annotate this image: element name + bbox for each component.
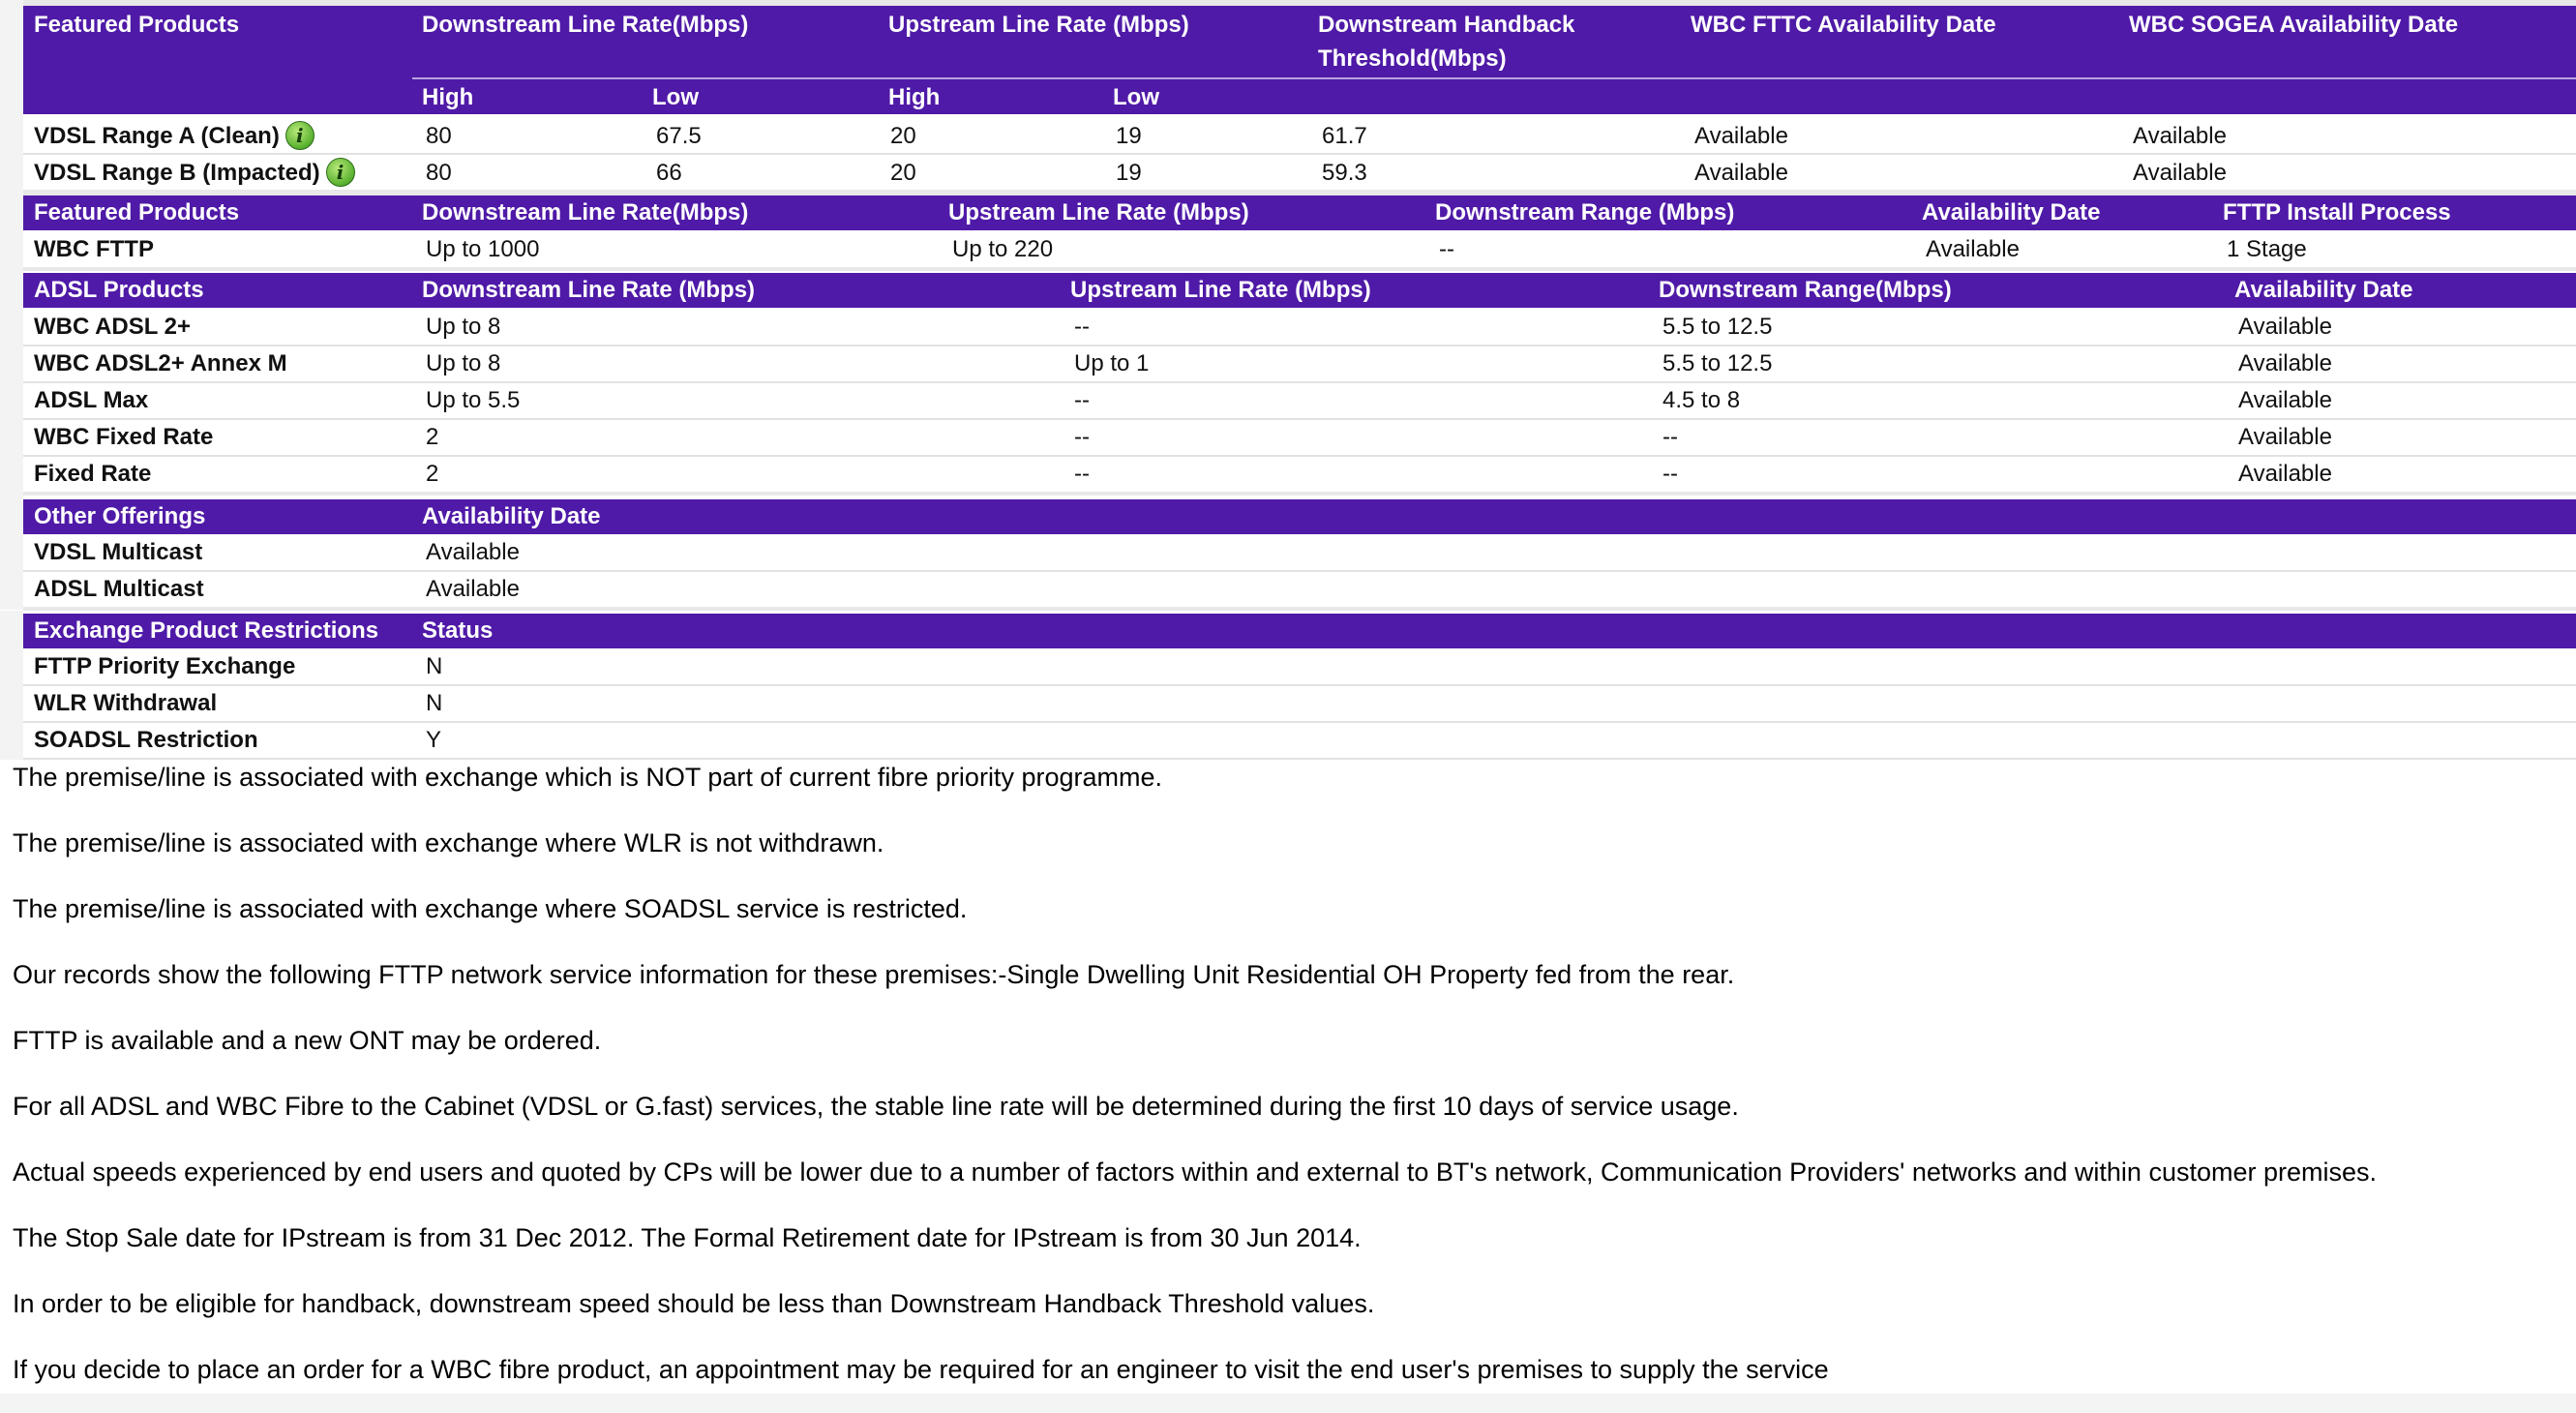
row-label: ADSL Max (34, 387, 149, 413)
cell: -- (1074, 461, 1090, 487)
other-header-band (23, 499, 2576, 534)
fttp-col-product: Featured Products (34, 199, 240, 225)
row-divider (23, 153, 2576, 155)
vdsl-up-low: Low (1113, 84, 1159, 110)
vdsl-col-handback-line1: Downstream Handback (1318, 12, 1575, 38)
vdsl-col-sogea: WBC SOGEA Availability Date (2129, 12, 2459, 38)
cell: 80 (426, 160, 452, 186)
cell: N (426, 690, 443, 716)
cell: Available (2133, 160, 2227, 186)
cell: Up to 5.5 (426, 387, 521, 413)
vdsl-down-low: Low (652, 84, 699, 110)
row-label: WBC ADSL 2+ (34, 314, 192, 340)
fttp-col-upstream: Upstream Line Rate (Mbps) (948, 199, 1249, 225)
note-paragraph: The premise/line is associated with exchange where SOADSL service is restricted. (13, 894, 968, 923)
adsl-col-downstream: Downstream Line Rate (Mbps) (422, 277, 756, 303)
cell: 19 (1116, 123, 1142, 149)
cell: Available (426, 576, 520, 602)
left-gutter (0, 192, 23, 269)
fttp-col-downstream: Downstream Line Rate(Mbps) (422, 199, 749, 225)
row-label: WBC ADSL2+ Annex M (34, 350, 287, 376)
vdsl-subheader-band (23, 79, 2576, 114)
info-icon[interactable]: i (285, 121, 315, 150)
cell: Available (426, 539, 520, 565)
cell: -- (1074, 314, 1090, 340)
other-col-availability: Availability Date (422, 503, 601, 529)
cell: Available (2133, 123, 2227, 149)
fttp-col-range: Downstream Range (Mbps) (1435, 199, 1735, 225)
bottom-edge (0, 1394, 2576, 1413)
cell: N (426, 653, 443, 679)
cell: 4.5 to 8 (1662, 387, 1741, 413)
cell: 5.5 to 12.5 (1662, 350, 1773, 376)
cell: Up to 1000 (426, 236, 540, 262)
info-icon[interactable]: i (326, 158, 355, 187)
table-separator (23, 607, 2576, 611)
vdsl-col-downstream: Downstream Line Rate(Mbps) (422, 12, 749, 38)
row-label: WLR Withdrawal (34, 690, 218, 716)
adsl-col-product: ADSL Products (34, 277, 204, 303)
left-gutter (0, 611, 23, 760)
cell: 67.5 (656, 123, 702, 149)
cell: Up to 1 (1074, 350, 1150, 376)
cell: Available (1694, 160, 1788, 186)
note-paragraph: In order to be eligible for handback, downstream speed should be less than Downstream Handback Threshold values. (13, 1289, 1375, 1318)
cell: -- (1662, 424, 1678, 450)
note-paragraph: The premise/line is associated with exchange where WLR is not withdrawn. (13, 828, 884, 857)
note-paragraph: The premise/line is associated with exchange which is NOT part of current fibre priority programme. (13, 763, 1162, 792)
cell: 61.7 (1322, 123, 1367, 149)
restrictions-col-status: Status (422, 617, 494, 644)
cell: 19 (1116, 160, 1142, 186)
restrictions-col-product: Exchange Product Restrictions (34, 617, 379, 644)
cell: Up to 220 (952, 236, 1054, 262)
cell: 2 (426, 461, 439, 487)
vdsl-col-handback-line2: Threshold(Mbps) (1318, 45, 1507, 72)
adsl-col-range: Downstream Range(Mbps) (1659, 277, 1952, 303)
note-paragraph: For all ADSL and WBC Fibre to the Cabinet (VDSL or G.fast) services, the stable line rate will be determined during the first 10 days of service usage. (13, 1092, 1739, 1121)
cell: 59.3 (1322, 160, 1367, 186)
note-paragraph: Actual speeds experienced by end users and quoted by CPs will be lower due to a number of factors within and external to BT's network, Communication Providers' networks and within customer premises. (13, 1157, 2378, 1187)
adsl-col-upstream: Upstream Line Rate (Mbps) (1070, 277, 1371, 303)
note-paragraph: Our records show the following FTTP network service information for these premises:-Single Dwelling Unit Residential OH Property fed from the rear. (13, 960, 1735, 989)
row-label: WBC Fixed Rate (34, 424, 214, 450)
row-label: WBC FTTP (34, 236, 154, 262)
cell: -- (1439, 236, 1454, 262)
cell: 80 (426, 123, 452, 149)
row-label: Fixed Rate (34, 461, 152, 487)
fttp-header-band (23, 195, 2576, 230)
row-label: SOADSL Restriction (34, 727, 258, 753)
cell: Y (426, 727, 442, 753)
table-separator (23, 267, 2576, 271)
cell: 66 (656, 160, 682, 186)
row-divider (23, 455, 2576, 457)
row-divider (23, 418, 2576, 420)
restrictions-header-band (23, 614, 2576, 648)
other-col-product: Other Offerings (34, 503, 206, 529)
cell: 5.5 to 12.5 (1662, 314, 1773, 340)
subheader-divider (412, 77, 2576, 79)
row-divider (23, 758, 2576, 760)
note-paragraph: The Stop Sale date for IPstream is from 31 Dec 2012. The Formal Retirement date for IPstream is from 30 Jun 2014. (13, 1223, 1362, 1252)
row-divider (23, 721, 2576, 723)
cell: 20 (890, 160, 916, 186)
cell: 2 (426, 424, 439, 450)
note-paragraph: If you decide to place an order for a WBC fibre product, an appointment may be required for an engineer to visit the end user's premises to supply the service (13, 1355, 1829, 1384)
cell: 1 Stage (2227, 236, 2307, 262)
cell: Available (2238, 350, 2332, 376)
fttp-col-availability: Availability Date (1922, 199, 2101, 225)
cell: Available (1694, 123, 1788, 149)
cell: 20 (890, 123, 916, 149)
table-separator (23, 492, 2576, 496)
row-label: VDSL Multicast (34, 539, 203, 565)
vdsl-down-high: High (422, 84, 474, 110)
cell: Available (1926, 236, 2020, 262)
vdsl-col-product: Featured Products (34, 12, 240, 38)
adsl-col-availability: Availability Date (2234, 277, 2413, 303)
row-divider (23, 684, 2576, 686)
row-label: ADSL Multicast (34, 576, 204, 602)
cell: -- (1662, 461, 1678, 487)
note-paragraph: FTTP is available and a new ONT may be ordered. (13, 1026, 602, 1055)
cell: Available (2238, 387, 2332, 413)
cell: Available (2238, 424, 2332, 450)
vdsl-col-upstream: Upstream Line Rate (Mbps) (888, 12, 1189, 38)
vdsl-col-fttc: WBC FTTC Availability Date (1691, 12, 1996, 38)
row-divider (23, 345, 2576, 346)
left-gutter (0, 496, 23, 610)
cell: Up to 8 (426, 350, 501, 376)
cell: -- (1074, 424, 1090, 450)
left-gutter (0, 269, 23, 496)
cell: Available (2238, 461, 2332, 487)
row-label: VDSL Range B (Impacted) i (34, 159, 355, 189)
cell: Available (2238, 314, 2332, 340)
fttp-col-install-process: FTTP Install Process (2223, 199, 2451, 225)
row-label: VDSL Range A (Clean) i (34, 122, 315, 152)
cell: -- (1074, 387, 1090, 413)
vdsl-rows-gutter (0, 114, 23, 192)
cell: Up to 8 (426, 314, 501, 340)
row-label: FTTP Priority Exchange (34, 653, 296, 679)
vdsl-up-high: High (888, 84, 941, 110)
row-divider (23, 381, 2576, 383)
row-divider (23, 570, 2576, 572)
